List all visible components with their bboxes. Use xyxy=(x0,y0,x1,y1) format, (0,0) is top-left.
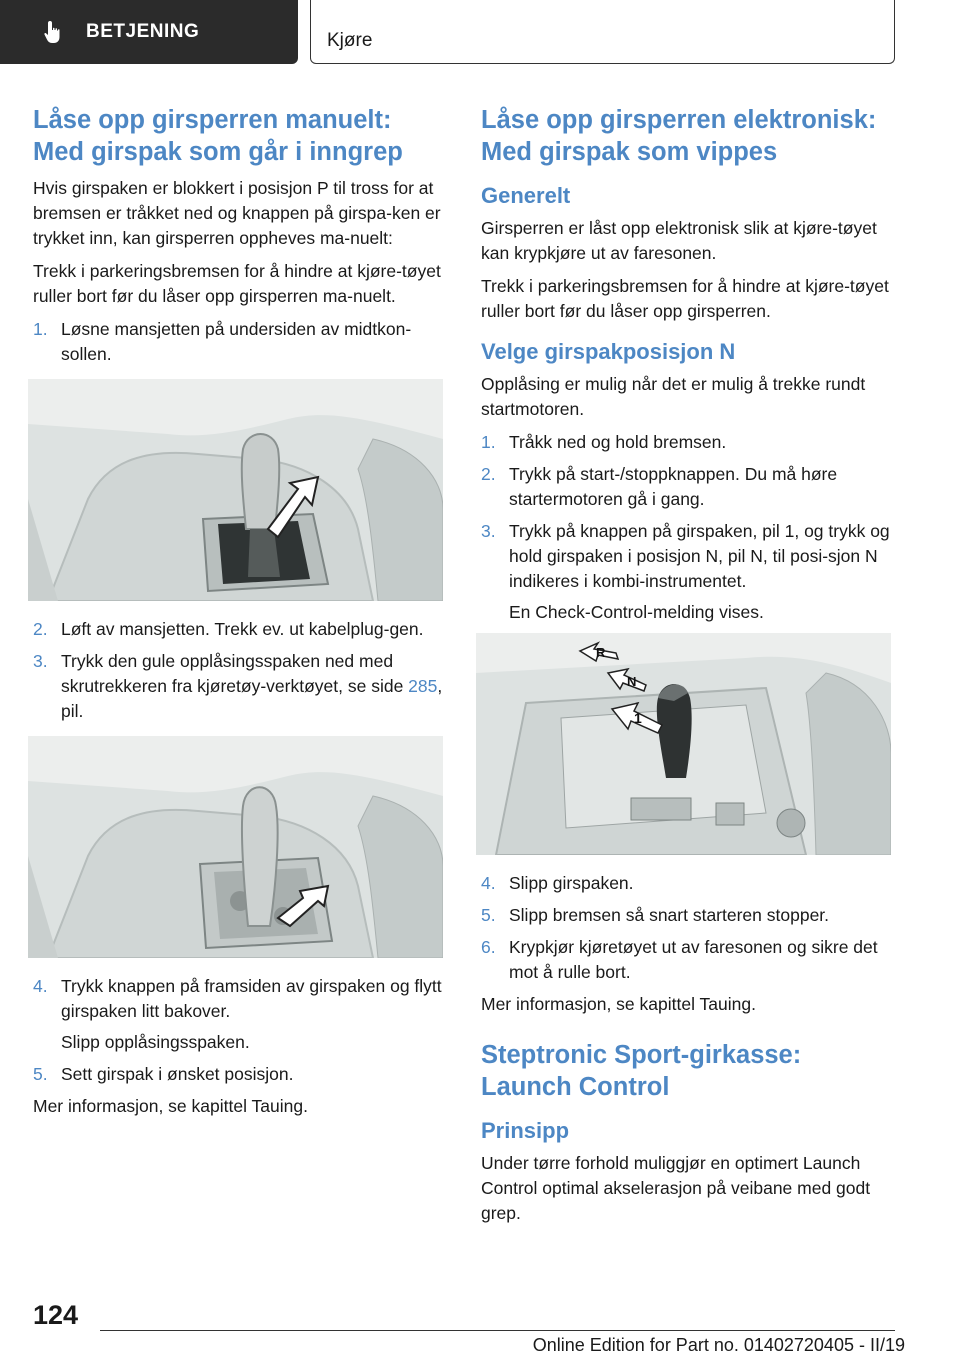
right-column xyxy=(481,104,898,1234)
step-number: 3. xyxy=(481,521,496,541)
header-section-tab xyxy=(0,0,298,64)
step-number: 1. xyxy=(481,432,496,452)
step-text: Sett girspak i ønsket posisjon. xyxy=(61,1064,294,1084)
right-step-2 xyxy=(481,462,898,512)
step-text: Krypkjør kjøretøyet ut av faresonen og sikre det mot å rulle bort. xyxy=(509,937,878,982)
step-number: 4. xyxy=(33,976,48,996)
left-paragraph-1: Hvis girspaken er blokkert i posisjon P til tross for at bremsen er tråkket ned og knappen på girspa-ken er trykket inn, kan girsperren oppheves ma-nuelt: xyxy=(33,178,441,248)
footer-divider xyxy=(100,1330,895,1331)
left-step-5 xyxy=(33,1062,445,1087)
step-number: 5. xyxy=(481,905,496,925)
step-text: Slipp bremsen så snart starteren stopper. xyxy=(509,905,830,925)
right-step-5 xyxy=(481,903,898,928)
left-step-4 xyxy=(33,974,445,1055)
step-number: 2. xyxy=(33,619,48,639)
header-chapter-label: Kjøre xyxy=(327,30,373,51)
figure-label-n: N xyxy=(627,674,637,689)
figure-release-lever xyxy=(28,736,443,958)
figure-label-1: 1 xyxy=(634,710,642,726)
step-text: Løsne mansjetten på undersiden av midtkon-sollen. xyxy=(61,319,412,364)
right-paragraph-2: Trekk i parkeringsbremsen for å hindre at kjøre-tøyet ruller bort før du låser opp girsperren. xyxy=(481,276,889,321)
step-text: Trykk den gule opplåsingsspaken ned med skrutrekkeren fra kjøretøy-verktøyet, se side xyxy=(61,651,409,696)
right-step-1 xyxy=(481,430,898,455)
step-text: Trykk på knappen på girspaken, pil 1, og trykk og hold girspaken i posisjon N, pil N, til posi-sjon N indikeres i kombi-instrumentet. xyxy=(509,521,890,591)
step-text: Slipp girspaken. xyxy=(509,873,634,893)
subheading-prinsipp: Prinsipp xyxy=(481,1118,570,1143)
left-step-1 xyxy=(33,317,445,367)
right-step-4 xyxy=(481,871,898,896)
page-reference-link[interactable]: 285 xyxy=(408,676,438,696)
hand-pointer-icon xyxy=(40,18,68,46)
right-step-6 xyxy=(481,935,898,985)
step-text-suffix: , pil. xyxy=(61,676,443,721)
left-more-info: Mer informasjon, se kapittel Tauing. xyxy=(33,1096,308,1116)
right-paragraph-1: Girsperren er låst opp elektronisk slik at kjøre-tøyet kan krypkjøre ut av faresonen. xyxy=(481,218,877,263)
step-number: 2. xyxy=(481,464,496,484)
left-step-3 xyxy=(33,649,445,724)
header-section-label: BETJENING xyxy=(86,21,200,42)
step-text: Trykk på start-/stoppknappen. Du må høre startermotoren gå i gang. xyxy=(509,464,838,509)
left-paragraph-2: Trekk i parkeringsbremsen for å hindre at kjøre-tøyet ruller bort før du låser opp girsperren ma-nuelt. xyxy=(33,261,441,306)
step-subtext: En Check-Control-melding vises. xyxy=(509,602,764,622)
subheading-generelt: Generelt xyxy=(481,183,571,208)
step-number: 5. xyxy=(33,1064,48,1084)
page-number: 124 xyxy=(33,1300,79,1330)
step-number: 1. xyxy=(33,319,48,339)
right-step-3 xyxy=(481,519,898,625)
header-chapter-box xyxy=(310,0,895,64)
figure-gear-selector-n xyxy=(476,633,891,855)
right-paragraph-4: Under tørre forhold muliggjør en optimert Launch Control optimal akselerasjon på veibane med godt grep. xyxy=(481,1153,871,1223)
step-number: 4. xyxy=(481,873,496,893)
right-paragraph-3: Opplåsing er mulig når det er mulig å trekke rundt startmotoren. xyxy=(481,374,866,419)
figure-gear-boot-release xyxy=(28,379,443,601)
step-subtext: Slipp opplåsingsspaken. xyxy=(61,1032,250,1052)
step-text: Tråkk ned og hold bremsen. xyxy=(509,432,727,452)
subheading-velge-girspakposisjon: Velge girspakposisjon N xyxy=(481,339,736,364)
right-more-info: Mer informasjon, se kapittel Tauing. xyxy=(481,994,756,1014)
step-number: 3. xyxy=(33,651,48,671)
figure-label-r: R xyxy=(596,645,606,660)
left-column xyxy=(33,104,445,1127)
step-text: Trykk knappen på framsiden av girspaken og flytt girspaken litt bakover. xyxy=(61,976,442,1021)
right-heading: Låse opp girsperren elektronisk: Med girspak som vippes xyxy=(481,106,877,166)
left-step-2 xyxy=(33,617,445,642)
step-number: 6. xyxy=(481,937,496,957)
right-heading-launch-control: Steptronic Sport-girkasse: Launch Control xyxy=(481,1041,802,1101)
step-text: Løft av mansjetten. Trekk ev. ut kabelplug-gen. xyxy=(61,619,424,639)
footer-edition: Online Edition for Part no. 01402720405 - II/19 xyxy=(532,1335,905,1355)
left-heading: Låse opp girsperren manuelt: Med girspak som går i inngrep xyxy=(33,106,403,166)
